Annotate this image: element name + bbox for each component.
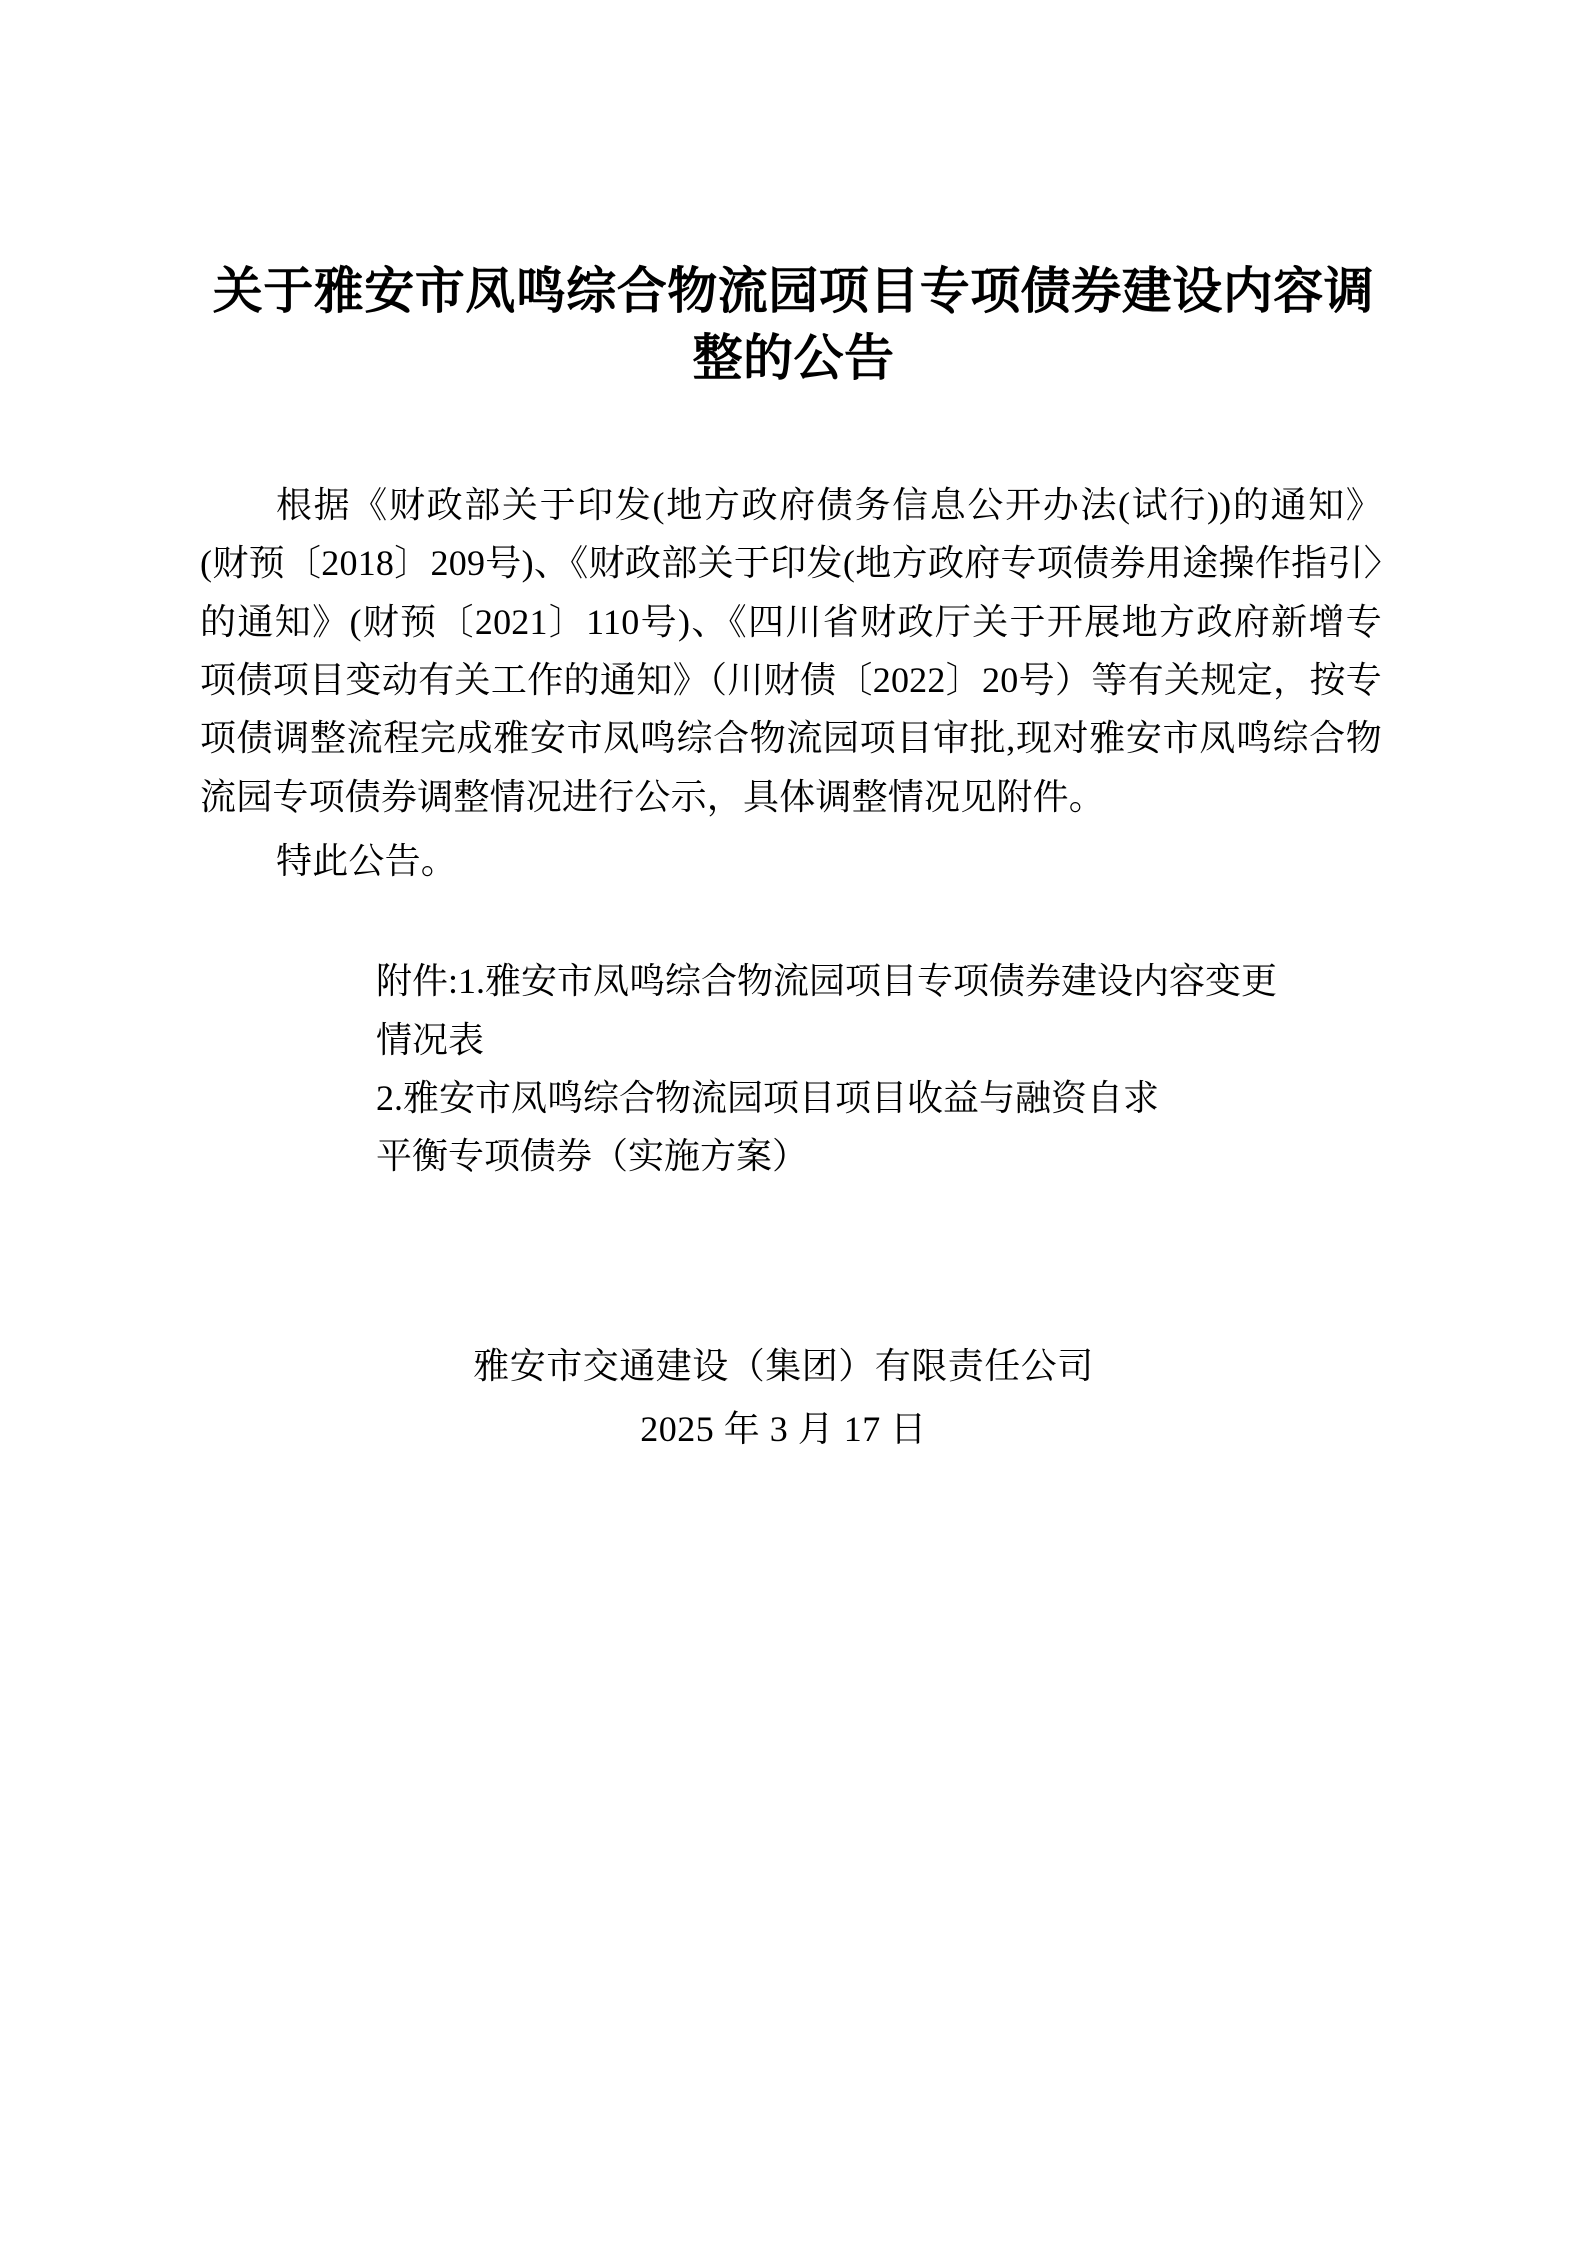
attachment-item bbox=[200, 952, 1382, 1010]
attachment-number: 2. bbox=[376, 1077, 403, 1118]
signature-organization: 雅安市交通建设（集团）有限责任公司 bbox=[473, 1346, 1094, 1387]
paragraph-announcement: 特此公告。 bbox=[276, 840, 458, 881]
attachment-item bbox=[200, 1069, 1382, 1127]
attachment-item-continuation: 平衡专项债券（实施方案） bbox=[376, 1136, 809, 1177]
signature-date: 2025 年 3 月 17 日 bbox=[640, 1409, 927, 1450]
document-body bbox=[0, 476, 1587, 890]
signature-block bbox=[0, 1335, 1587, 1461]
attachment-label: 附件: bbox=[376, 961, 459, 1002]
page-title: 关于雅安市凤鸣综合物流园项目专项债券建设内容调整的公告 bbox=[212, 263, 1375, 386]
paragraph-basis: 根据《财政部关于印发(地方政府债务信息公开办法(试行))的通知》(财预〔2018〕209号)、《财政部关于印发(地方政府专项债券用途操作指引〉的通知》(财预〔2021〕110号)、《四川省财政厅关于开展地方政府新增专项债项目变动有关工作的通知》（川财债〔2022〕20号）等有关规定，按专项债调整流程完成雅安市凤鸣综合物流园项目审批,现对雅安市凤鸣综合物流园专项债券调整情况进行公示，具体调整情况见附件。 bbox=[200, 485, 1382, 817]
attachment-list bbox=[0, 952, 1587, 1185]
attachment-text: 雅安市凤鸣综合物流园项目项目收益与融资自求 bbox=[403, 1077, 1160, 1118]
attachment-text: 雅安市凤鸣综合物流园项目专项债券建设内容变更 bbox=[485, 961, 1278, 1002]
attachment-number: 1. bbox=[458, 961, 486, 1002]
attachment-item-continuation: 情况表 bbox=[376, 1019, 485, 1060]
